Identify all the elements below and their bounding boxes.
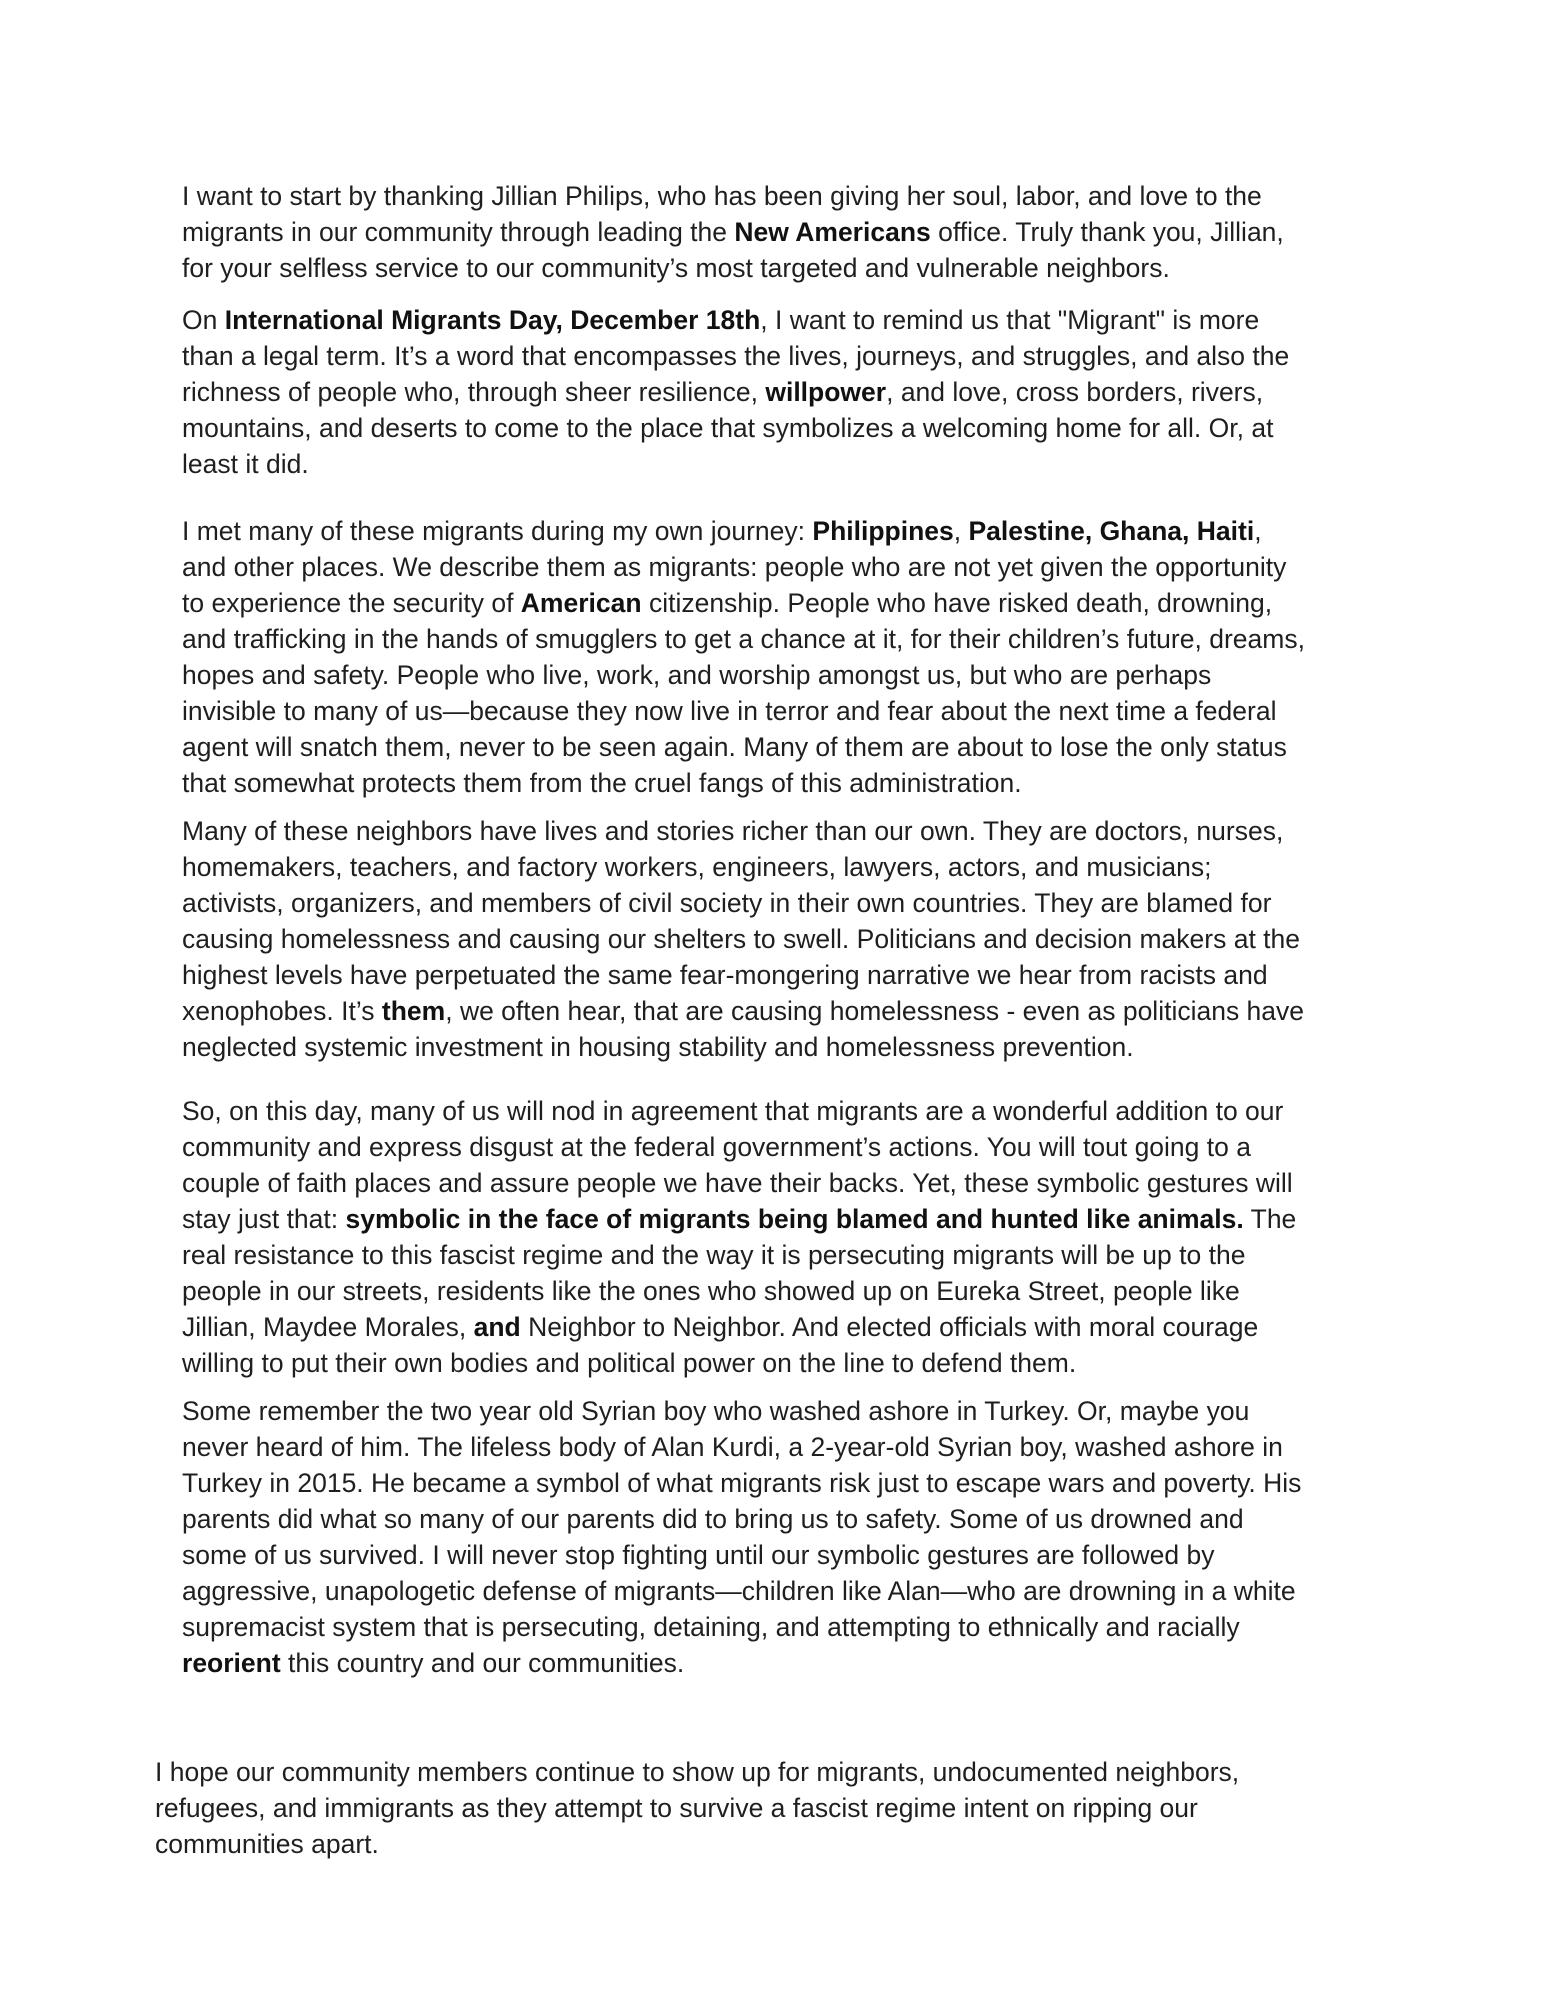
text-run: Some remember the two year old Syrian boy who washed ashore in Turkey. Or, maybe you xyxy=(182,1396,1250,1426)
text-line xyxy=(182,1129,1372,1165)
text-run: I met many of these migrants during my own journey: xyxy=(182,516,813,546)
text-line xyxy=(182,513,1372,549)
text-line xyxy=(182,1201,1372,1237)
text-run: that somewhat protects them from the cruel fangs of this administration. xyxy=(182,768,1022,798)
text-run: Jillian, Maydee Morales, xyxy=(182,1312,474,1342)
text-run: invisible to many of us—because they now live in terror and fear about the next time a federal xyxy=(182,696,1277,726)
text-line xyxy=(182,1393,1372,1429)
text-run: never heard of him. The lifeless body of Alan Kurdi, a 2-year-old Syrian boy, washed ashore in xyxy=(182,1432,1283,1462)
text-run: , xyxy=(953,516,969,546)
text-run: this country and our communities. xyxy=(280,1648,685,1678)
text-line xyxy=(182,1165,1372,1201)
text-run: richness of people who, through sheer resilience, xyxy=(182,377,766,407)
text-line xyxy=(182,250,1372,286)
text-line xyxy=(155,1754,1345,1790)
text-run: parents did what so many of our parents did to bring us to safety. Some of us drowned and xyxy=(182,1504,1244,1534)
text-run: , I want to remind us that "Migrant" is more xyxy=(760,305,1260,335)
text-line xyxy=(182,1501,1372,1537)
bold-text: International Migrants Day, December 18th xyxy=(224,305,761,335)
text-line xyxy=(182,1645,1372,1681)
text-run: and other places. We describe them as migrants: people who are not yet given the opportunity xyxy=(182,552,1287,582)
text-line xyxy=(182,410,1372,446)
text-run: agent will snatch them, never to be seen again. Many of them are about to lose the only status xyxy=(182,732,1287,762)
text-run: I want to start by thanking Jillian Philips, who has been giving her soul, labor, and love to the xyxy=(182,181,1262,211)
text-run: willing to put their own bodies and political power on the line to defend them. xyxy=(182,1348,1077,1378)
text-line xyxy=(182,993,1372,1029)
text-line xyxy=(182,1029,1372,1065)
text-run: than a legal term. It’s a word that encompasses the lives, journeys, and struggles, and also the xyxy=(182,341,1290,371)
paragraph-alan-kurdi xyxy=(182,1393,1372,1681)
paragraph-symbolic-gestures xyxy=(182,1093,1372,1381)
text-line xyxy=(182,1573,1372,1609)
text-run: community and express disgust at the federal government’s actions. You will tout going to a xyxy=(182,1132,1251,1162)
text-line xyxy=(182,885,1372,921)
text-run: least it did. xyxy=(182,449,309,479)
text-run: neglected systemic investment in housing stability and homelessness prevention. xyxy=(182,1032,1134,1062)
text-line xyxy=(182,1465,1372,1501)
paragraph-migrants-day xyxy=(182,302,1372,482)
text-run: activists, organizers, and members of civil society in their own countries. They are blamed for xyxy=(182,888,1272,918)
text-line xyxy=(182,729,1372,765)
text-line xyxy=(182,549,1372,585)
text-run: for your selfless service to our community’s most targeted and vulnerable neighbors. xyxy=(182,253,1170,283)
text-run: some of us survived. I will never stop fighting until our symbolic gestures are followed by xyxy=(182,1540,1215,1570)
text-run: refugees, and immigrants as they attempt to survive a fascist regime intent on ripping our xyxy=(155,1793,1198,1823)
text-line xyxy=(182,1273,1372,1309)
bold-text: reorient xyxy=(182,1648,281,1678)
text-line xyxy=(182,693,1372,729)
text-run: I hope our community members continue to show up for migrants, undocumented neighbors, xyxy=(155,1757,1240,1787)
text-run: The xyxy=(1243,1204,1297,1234)
text-run: causing homelessness and causing our shelters to swell. Politicians and decision makers at the xyxy=(182,924,1301,954)
text-run: So, on this day, many of us will nod in agreement that migrants are a wonderful addition to our xyxy=(182,1096,1284,1126)
paragraph-journey xyxy=(182,513,1372,801)
text-line xyxy=(182,338,1372,374)
text-run: , and love, cross borders, rivers, xyxy=(886,377,1264,407)
text-run: and trafficking in the hands of smugglers to get a chance at it, for their children’s future, dreams, xyxy=(182,624,1305,654)
text-line xyxy=(182,178,1372,214)
text-run: citizenship. People who have risked death, drowning, xyxy=(641,588,1273,618)
text-run: Turkey in 2015. He became a symbol of what migrants risk just to escape wars and poverty. His xyxy=(182,1468,1302,1498)
text-run: migrants in our community through leading the xyxy=(182,217,735,247)
text-run: Neighbor to Neighbor. And elected officials with moral courage xyxy=(520,1312,1259,1342)
text-line xyxy=(182,1093,1372,1129)
paragraph-closing xyxy=(155,1754,1345,1862)
text-run: couple of faith places and assure people we have their backs. Yet, these symbolic gestures will xyxy=(182,1168,1293,1198)
text-line xyxy=(182,1609,1372,1645)
bold-text: New Americans xyxy=(734,217,931,247)
text-line xyxy=(182,1345,1372,1381)
paragraph-neighbors xyxy=(182,813,1372,1065)
text-line xyxy=(182,765,1372,801)
text-run: real resistance to this fascist regime and the way it is persecuting migrants will be up to the xyxy=(182,1240,1246,1270)
text-line xyxy=(182,214,1372,250)
text-line xyxy=(182,921,1372,957)
text-run: hopes and safety. People who live, work, and worship amongst us, but who are perhaps xyxy=(182,660,1212,690)
text-line xyxy=(155,1826,1345,1862)
text-run: homemakers, teachers, and factory workers, engineers, lawyers, actors, and musicians; xyxy=(182,852,1212,882)
text-run: , xyxy=(1254,516,1262,546)
text-line xyxy=(182,1429,1372,1465)
text-line xyxy=(182,1237,1372,1273)
text-line xyxy=(182,585,1372,621)
text-run: stay just that: xyxy=(182,1204,346,1234)
bold-text: Palestine, Ghana, Haiti xyxy=(968,516,1255,546)
bold-text: willpower xyxy=(765,377,887,407)
text-line xyxy=(182,657,1372,693)
text-line xyxy=(182,1537,1372,1573)
text-line xyxy=(155,1790,1345,1826)
text-line xyxy=(182,302,1372,338)
text-run: office. Truly thank you, Jillian, xyxy=(930,217,1284,247)
text-run: On xyxy=(182,305,225,335)
text-run: mountains, and deserts to come to the place that symbolizes a welcoming home for all. Or, at xyxy=(182,413,1274,443)
text-line xyxy=(182,957,1372,993)
text-run: , we often hear, that are causing homelessness - even as politicians have xyxy=(445,996,1305,1026)
text-line xyxy=(182,446,1372,482)
text-run: aggressive, unapologetic defense of migrants—children like Alan—who are drowning in a white xyxy=(182,1576,1296,1606)
text-line xyxy=(182,1309,1372,1345)
text-line xyxy=(182,374,1372,410)
bold-text: Philippines xyxy=(812,516,954,546)
bold-text: American xyxy=(520,588,642,618)
text-run: communities apart. xyxy=(155,1829,379,1859)
text-line xyxy=(182,813,1372,849)
text-run: to experience the security of xyxy=(182,588,521,618)
bold-text: symbolic in the face of migrants being blamed and hunted like animals. xyxy=(345,1204,1244,1234)
bold-text: and xyxy=(473,1312,521,1342)
text-line xyxy=(182,621,1372,657)
text-run: xenophobes. It’s xyxy=(182,996,382,1026)
text-run: Many of these neighbors have lives and stories richer than our own. They are doctors, nurses, xyxy=(182,816,1284,846)
text-line xyxy=(182,849,1372,885)
bold-text: them xyxy=(381,996,446,1026)
text-run: highest levels have perpetuated the same fear-mongering narrative we hear from racists and xyxy=(182,960,1268,990)
text-run: people in our streets, residents like the ones who showed up on Eureka Street, people like xyxy=(182,1276,1240,1306)
paragraph-thanks xyxy=(182,178,1372,286)
text-run: supremacist system that is persecuting, detaining, and attempting to ethnically and racially xyxy=(182,1612,1240,1642)
